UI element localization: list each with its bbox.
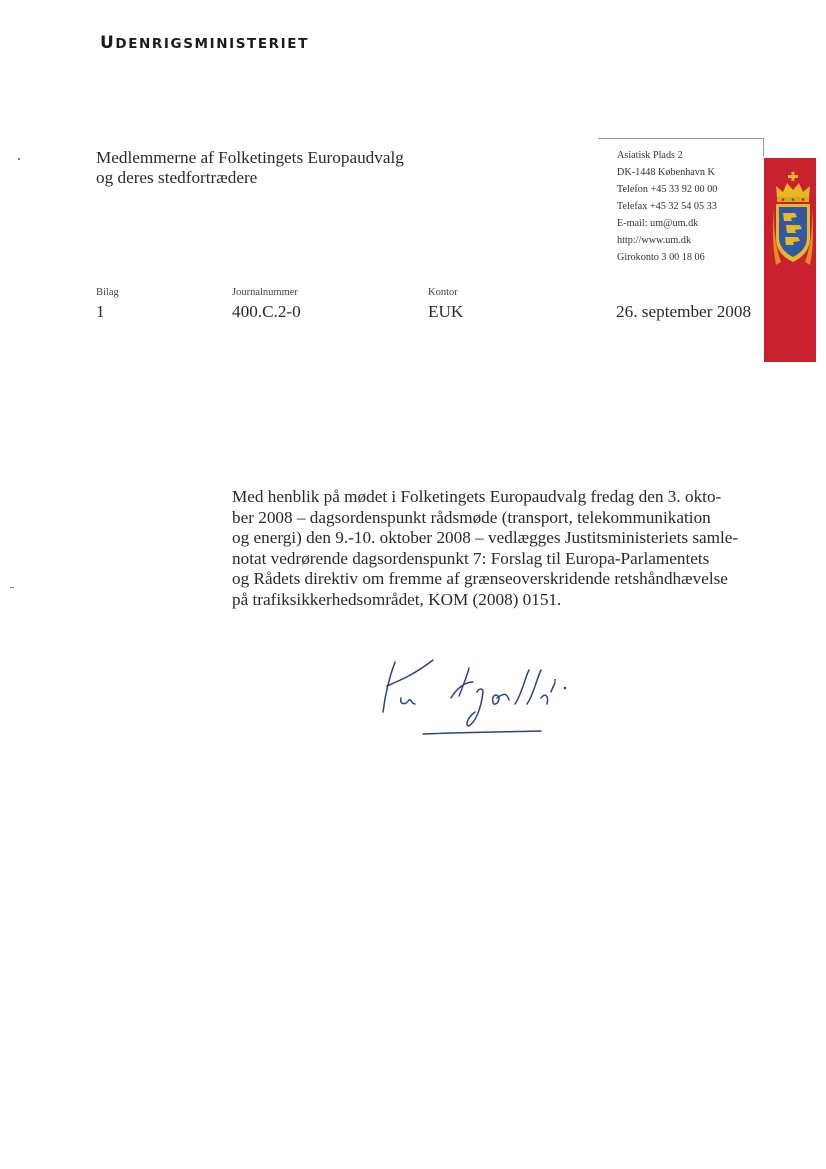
bilag-value: 1: [96, 302, 105, 321]
coat-of-arms-icon: [773, 170, 813, 280]
letter-date: 26. september 2008: [616, 302, 752, 321]
recipient-block: [96, 148, 404, 188]
address-line: Telefon +45 33 92 00 00: [617, 184, 718, 195]
address-line: E-mail: um@um.dk: [617, 218, 699, 229]
scan-speck: [18, 158, 20, 160]
letter-body: [232, 487, 752, 610]
kontor-value: EUK: [428, 302, 464, 321]
address-line: Asiatisk Plads 2: [617, 150, 683, 161]
bilag-label: Bilag: [96, 287, 119, 298]
ministry-name-rest: DENRIGSMINISTERIET: [115, 36, 309, 52]
sender-address: [617, 147, 717, 266]
body-line: notat vedrørende dagsordenspunkt 7: Forslag til Europa-Parlamentets: [232, 548, 710, 568]
ministry-name-initial: U: [100, 33, 116, 53]
kontor-label: Kontor: [428, 287, 458, 298]
address-line: Telefax +45 32 54 05 33: [617, 201, 717, 212]
body-line: og Rådets direktiv om fremme af grænseoverskridende retshåndhævelse: [232, 569, 728, 588]
address-line: DK-1448 København K: [617, 167, 715, 178]
body-line: på trafiksikkerhedsområdet, KOM (2008) 0151.: [232, 589, 562, 609]
journal-label: Journalnummer: [232, 287, 298, 298]
body-line: ber 2008 – dagsordenspunkt rådsmøde (transport, telekommunikation: [232, 507, 711, 527]
body-line: Med henblik på mødet i Folketingets Europaudvalg fredag den 3. okto-: [232, 487, 722, 506]
address-line: http://www.um.dk: [617, 235, 692, 246]
address-divider: [598, 138, 763, 139]
journal-value: 400.C.2-0: [232, 302, 301, 321]
recipient-line: og deres stedfortrædere: [96, 168, 258, 187]
address-line: Girokonto 3 00 18 06: [617, 252, 705, 263]
scan-speck: [10, 587, 14, 588]
recipient-line: Medlemmerne af Folketingets Europaudvalg: [96, 148, 404, 167]
handwritten-signature: [375, 652, 605, 742]
ministry-name: [100, 33, 309, 53]
body-line: og energi) den 9.-10. oktober 2008 – vedlægges Justitsministeriets samle-: [232, 528, 739, 547]
address-divider-vertical: [763, 138, 764, 156]
